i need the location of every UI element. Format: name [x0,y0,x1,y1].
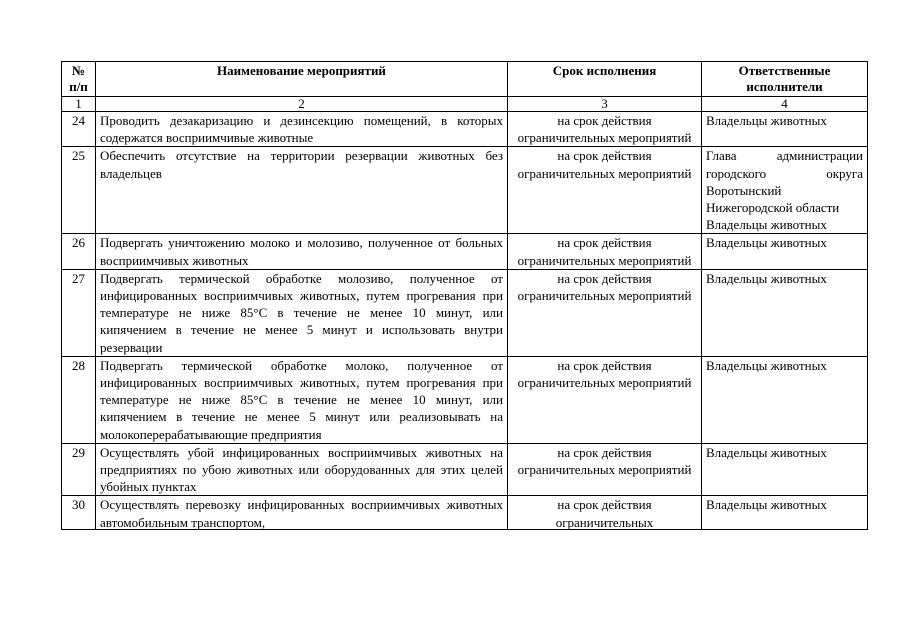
responsible-line: Воротынский [706,182,782,198]
activity-text: Подвергать термической обработке молозиво, полученное от инфицированных восприимчивых животных, путем прогревания при температуре не ниже 85°С в течение не менее 10 минут, или кипячением в течение не менее 5 минут и использовать внутри резервации [96,269,508,356]
responsible-line: Нижегородской области [706,200,840,216]
header-responsible: Ответственные исполнители [702,62,868,97]
header-activity: Наименование мероприятий [96,62,508,97]
row-number: 24 [62,112,96,147]
responsible-line: городского округа [706,165,863,181]
activity-text [96,496,508,530]
table-row [62,147,868,234]
row-number: 29 [62,443,96,496]
term-text: на срок действия ограничительных мероприятий [508,112,702,147]
activity-text: Подвергать термической обработке молоко, полученное от инфицированных восприимчивых животных, путем прогревания при температуре не ниже 85°С в течение не менее 10 минут, или кипячением в течение не менее 5 минут или реализовывать на молокоперерабатывающие предприятия [96,356,508,443]
row-number: 30 [62,496,96,530]
term-text: на срок действия ограничительных мероприятий [508,147,702,234]
column-numbers-row [62,97,868,112]
activity-text: Проводить дезакаризацию и дезинсекцию помещений, в которых содержатся восприимчивые животные [96,112,508,147]
table-header-row [62,62,868,97]
activity-text-clip: Осуществлять перевозку инфицированных восприимчивых животных автомобильным транспортом, [100,497,503,530]
responsible-text: Владельцы животных [702,496,868,530]
responsible-text: Владельцы животных [702,112,868,147]
responsible-text: Владельцы животных [702,234,868,269]
row-number: 27 [62,269,96,356]
table-row [62,356,868,443]
table-row [62,112,868,147]
responsible-text: Владельцы животных [702,269,868,356]
column-number: 4 [702,97,868,112]
header-term: Срок исполнения [508,62,702,97]
activity-text: Осуществлять убой инфицированных восприимчивых животных на предприятиях по убою животных или оборудованных для этих целей убойных пунктах [96,443,508,496]
term-text [508,496,702,530]
term-text: на срок действия ограничительных мероприятий [508,443,702,496]
measures-table [61,61,868,530]
table-row [62,269,868,356]
term-text: на срок действия ограничительных мероприятий [508,356,702,443]
table-row [62,443,868,496]
term-text-clip: на срок действия ограничительных [555,497,654,530]
activity-text: Подвергать уничтожению молоко и молозиво, полученное от больных восприимчивых животных [96,234,508,269]
row-number: 25 [62,147,96,234]
row-number: 26 [62,234,96,269]
row-number: 28 [62,356,96,443]
term-text: на срок действия ограничительных мероприятий [508,269,702,356]
term-text: на срок действия ограничительных мероприятий [508,234,702,269]
column-number: 1 [62,97,96,112]
table-row [62,496,868,530]
activity-text: Обеспечить отсутствие на территории резервации животных без владельцев [96,147,508,234]
table-row [62,234,868,269]
responsible-text: Владельцы животных [702,356,868,443]
responsible-line: Владельцы животных [706,217,827,233]
column-number: 3 [508,97,702,112]
header-num: № п/п [62,62,96,97]
column-number: 2 [96,97,508,112]
responsible-line: Глава администрации [706,148,863,164]
responsible-text [702,147,868,234]
responsible-text: Владельцы животных [702,443,868,496]
